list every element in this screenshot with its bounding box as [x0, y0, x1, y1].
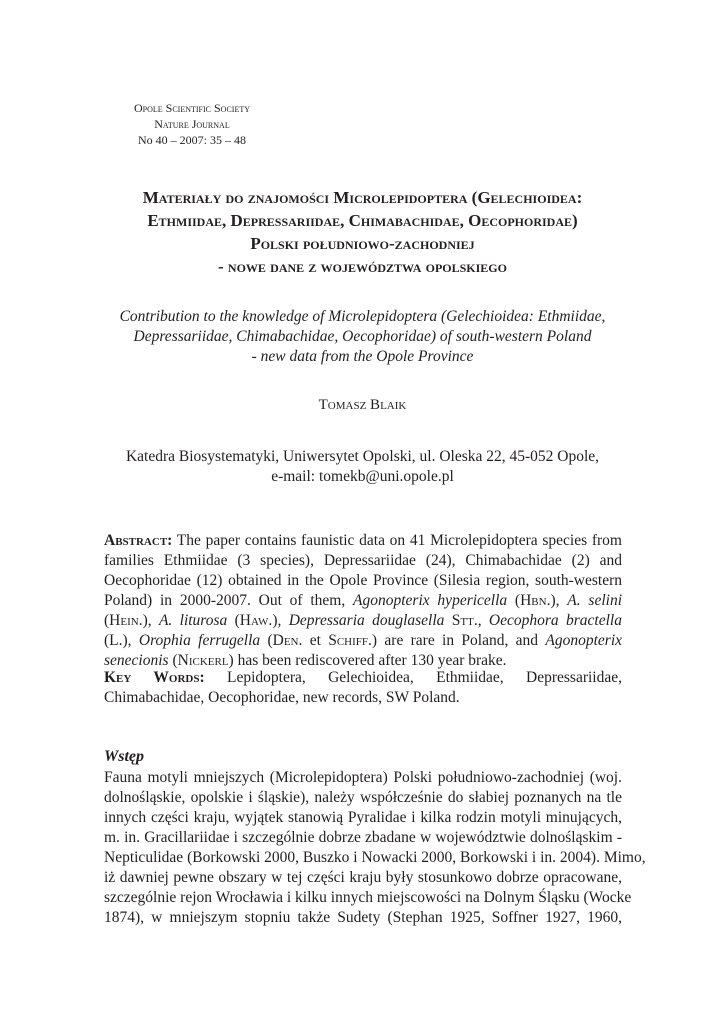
paragraph-line: iż dawniej pewne obszary w tej części kraju były stosunkowo dobrze opracowane,: [104, 869, 622, 886]
affiliation-email: e-mail: tomekb@uni.opole.pl: [271, 468, 454, 485]
affiliation-address: Katedra Biosystematyki, Uniwersytet Opolski, ul. Oleska 22, 45-052 Opole,: [125, 448, 600, 465]
title-line: Polski południowo-zachodniej: [250, 234, 475, 253]
journal-issue: No 40 – 2007: 35 – 48: [138, 133, 246, 147]
paragraph-line: szczególnie rejon Wrocławia i kilku innych miejscowości na Dolnym Śląsku (Wocke: [104, 889, 632, 906]
title-line: Ethmiidae, Depressariidae, Chimabachidae, Oecophoridae): [147, 211, 578, 230]
species-author: Schiff.: [328, 632, 372, 649]
species-name: A. selini: [567, 592, 623, 609]
species-author: Hbn.: [520, 592, 551, 609]
species-name: A. liturosa: [158, 612, 228, 629]
keywords-label: Key Words:: [104, 669, 205, 686]
author-name: Tomasz Blaik: [318, 397, 407, 413]
species-name: Orophia ferrugella: [138, 632, 261, 649]
section-body: [104, 768, 646, 928]
species-author: Nickerl: [177, 652, 229, 669]
english-title-line: Depressariidae, Chimabachidae, Oecophoridae) of south-western Poland: [133, 328, 592, 345]
abstract-label: Abstract:: [104, 532, 173, 549]
section-heading: Wstęp: [104, 748, 144, 765]
species-author: Den.: [272, 632, 303, 649]
english-title: [90, 307, 635, 367]
paragraph-line: 1874), w mniejszym stopniu także Sudety (Stephan 1925, Soffner 1927, 1960,: [104, 909, 622, 926]
paragraph-line: Nepticulidae (Borkowski 2000, Buszko i Nowacki 2000, Borkowski i in. 2004). Mimo,: [104, 849, 646, 866]
species-author: Stt.: [451, 612, 478, 629]
abstract: Abstract: The paper contains faunistic data on 41 Microlepidoptera species from families Ethmiidae (3 species), Depressariidae (24), Chimabachidae (2) and Oecophoridae (12) obtained in the Opole Province (Silesia region, south-western Poland) in 2000-2007. Out of them, Agonopterix hypericella (Hbn.), A. selini (Hein.), A. liturosa (Haw.), Depressaria douglasella Stt., Oecophora bractella (L.), Orophia ferrugella (Den. et Schiff.) are rare in Poland, and Agonopterix senecionis (Nickerl) has been rediscovered after 130 year brake.: [104, 532, 623, 669]
paragraph-line: innych części kraju, wyjątek stanowią Pyralidae i kilka rodzin motyli minujących,: [104, 809, 622, 826]
species-name: Depressaria douglasella: [288, 612, 445, 629]
keywords-text: Lepidoptera, Gelechioidea, Ethmiidae, Depressariidae, Chimabachidae, Oecophoridae, new records, SW Poland.: [104, 669, 623, 706]
species-name: Oecophora bractella: [488, 612, 622, 629]
intro-section: [104, 748, 646, 928]
species-author: Hein.: [109, 612, 143, 629]
species-name: Agonopterix senecionis: [104, 632, 623, 669]
species-author: Haw.: [239, 612, 273, 629]
abstract-text: The paper contains faunistic data on 41 Microlepidoptera species from families Ethmiidae (3 species), Depressariidae (24), Chimabachidae (2) and Oecophoridae (12) obtained in the Opole Province (Silesia region, south-western Poland) in 2000-2007. Out of them,: [104, 532, 622, 609]
title-line: Materiały do znajomości Microlepidoptera (Gelechioidea:: [142, 188, 583, 207]
species-name: Agonopterix hypericella: [353, 592, 508, 609]
journal-society: Opole Scientific Society: [133, 101, 250, 115]
paragraph-line: Fauna motyli mniejszych (Microlepidoptera) Polski południowo-zachodniej (woj.: [104, 769, 622, 786]
english-title-line: - new data from the Opole Province: [251, 348, 474, 365]
affiliation: [90, 447, 635, 487]
abstract-text: are rare in Poland, and: [377, 632, 546, 649]
journal-header: [112, 100, 272, 148]
paragraph-line: dolnośląskie, opolskie i śląskie), należy współcześnie do słabiej poznanych na tle: [104, 789, 622, 806]
article-title: [90, 186, 635, 278]
journal-name: Nature Journal: [154, 117, 230, 131]
keywords: [104, 668, 622, 708]
paragraph-line: m. in. Gracillariidae i szczególnie dobrze zbadane w województwie dolnośląskim -: [104, 829, 622, 846]
abstract-text: has been rediscovered after 130 year brake.: [233, 652, 507, 669]
species-author: (L.): [104, 632, 128, 649]
title-line: - nowe dane z województwa opolskiego: [218, 257, 507, 276]
english-title-line: Contribution to the knowledge of Microlepidoptera (Gelechioidea: Ethmiidae,: [119, 308, 606, 325]
